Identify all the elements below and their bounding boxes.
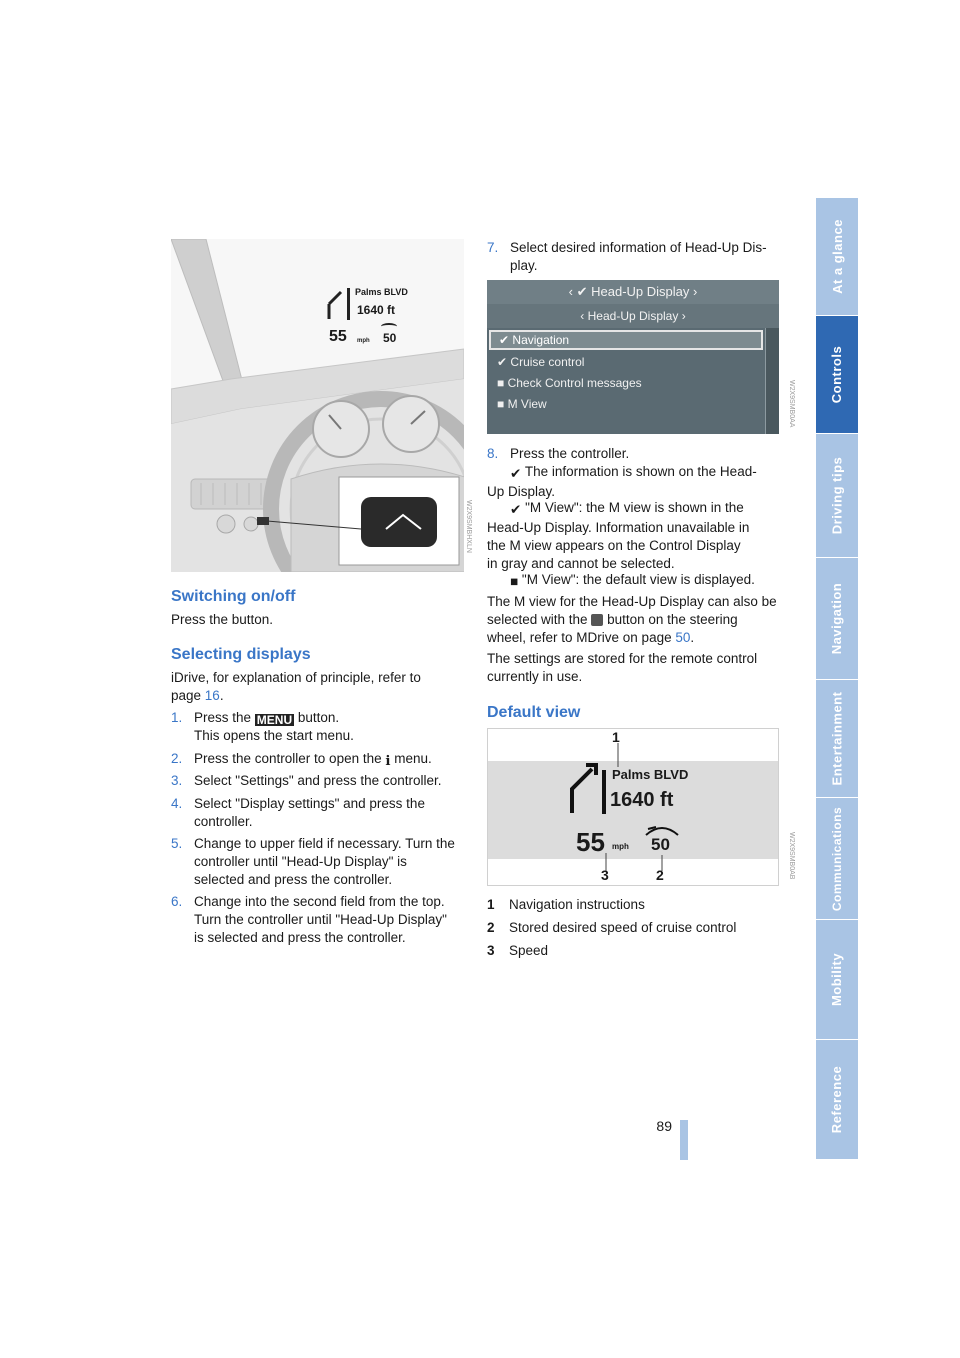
hud-street: Palms BLVD <box>355 287 408 297</box>
default-view-figure <box>487 728 779 886</box>
step-2: 2. Press the controller to open the ℹ menu. <box>171 751 432 768</box>
tab-reference[interactable]: Reference <box>816 1040 858 1160</box>
step-8: 8. Press the controller. <box>487 446 630 461</box>
menu-item-navigation[interactable]: ✔ Navigation <box>489 330 763 350</box>
hud-street: Palms BLVD <box>612 767 689 782</box>
menu-key-icon: MENU <box>256 713 293 727</box>
hud-speed: 55 <box>329 328 347 345</box>
mdrive-button-icon <box>591 614 603 626</box>
step-5: 5. Change to upper field if necessary. Turn the controller until "Head-Up Display" is selected and press the controller. <box>171 836 455 887</box>
info-icon: ℹ <box>385 753 391 768</box>
hud-cruise: 50 <box>651 835 670 854</box>
selecting-heading: Selecting displays <box>171 646 311 663</box>
scrollbar[interactable] <box>765 328 779 434</box>
hud-speed-unit: mph <box>357 338 370 344</box>
step-4: 4. Select "Display settings" and press the controller. <box>171 796 425 829</box>
tab-navigation[interactable]: Navigation <box>816 558 858 680</box>
hud-distance: 1640 ft <box>610 789 674 811</box>
figure1-code: W2X9SMBHXLN <box>465 500 472 553</box>
mview-paragraph: The M view for the Head-Up Display can also be selected with the button on the steering wheel, refer to MDrive on page 50. <box>487 594 777 645</box>
hud-cruise: 50 <box>383 331 397 345</box>
step-1: 1. Press the MENU button. This opens the start menu. <box>171 710 354 743</box>
page-link-16[interactable]: 16 <box>204 688 220 703</box>
selecting-intro-line2: page 16. <box>171 688 224 703</box>
tab-controls[interactable]: Controls <box>816 316 858 434</box>
callout-1: 1 <box>612 729 620 745</box>
tab-driving-tips[interactable]: Driving tips <box>816 434 858 558</box>
checkmark-icon: ✔ <box>576 284 588 299</box>
step8-a: ✔ The information is shown on the Head- Up Display. <box>487 464 757 499</box>
menu-top-bar: ‹ ✔ Head-Up Display › <box>487 280 779 304</box>
step8-c: ■ "M View": the default view is displayed. <box>510 572 755 589</box>
menu-item-m-view[interactable]: ■ M View <box>497 397 547 411</box>
callout-3: 3 <box>601 867 609 883</box>
checkbox-icon: ■ <box>497 376 505 390</box>
legend-item-1: 1 Navigation instructions <box>487 897 645 912</box>
page-marker <box>680 1120 688 1160</box>
default-view-code: W2X9SMB0AB <box>788 832 795 880</box>
tab-communications[interactable]: Communications <box>816 798 858 920</box>
settings-stored-paragraph: The settings are stored for the remote control currently in use. <box>487 651 758 684</box>
chapter-tabs <box>816 198 858 1160</box>
tab-at-a-glance[interactable]: At a glance <box>816 198 858 316</box>
menu-code: W2X9SMB0AA <box>788 380 795 428</box>
checkmark-icon: ✔ <box>510 466 522 481</box>
step-3: 3. Select "Settings" and press the controller. <box>171 773 442 788</box>
tab-entertainment[interactable]: Entertainment <box>816 680 858 798</box>
step-6: 6. Change into the second field from the top. Turn the controller until "Head-Up Display" is selected and press the controller. <box>171 894 447 945</box>
step8-b: ✔ "M View": the M view is shown in the Head-Up Display. Information unavailable in the M view appears on the Control Display in gray and cannot be selected. <box>487 500 750 571</box>
legend-item-3: 3 Speed <box>487 943 549 958</box>
menu-second-bar: ‹ Head-Up Display › <box>487 304 779 328</box>
hud-distance: 1640 ft <box>357 303 396 317</box>
legend-item-2: 2 Stored desired speed of cruise control <box>487 920 737 935</box>
hud-cruise-icon <box>381 323 397 330</box>
hud-dashboard-figure <box>171 239 464 572</box>
page-number: 89 <box>656 1118 672 1134</box>
switching-heading: Switching on/off <box>171 588 296 605</box>
hud-speed: 55 <box>576 827 605 857</box>
chevron-right-icon: › <box>693 284 698 299</box>
checkbox-icon: ■ <box>497 397 505 411</box>
tab-mobility[interactable]: Mobility <box>816 920 858 1040</box>
menu-item-cruise[interactable]: ✔ Cruise control <box>497 355 585 369</box>
dashboard-illustration <box>171 239 464 572</box>
chevron-left-icon: ‹ <box>580 309 585 323</box>
menu-item-check-control[interactable]: ■ Check Control messages <box>497 376 642 390</box>
step-7: 7. Select desired information of Head-Up Dis- play. <box>487 240 767 273</box>
checkmark-icon: ✔ <box>510 502 522 517</box>
hud-menu-screen <box>487 280 779 434</box>
chevron-left-icon: ‹ <box>568 284 573 299</box>
callout-2: 2 <box>656 867 664 883</box>
default-view-heading: Default view <box>487 704 581 721</box>
checkbox-icon: ■ <box>510 574 519 589</box>
switching-text: Press the button. <box>171 612 274 627</box>
chevron-right-icon: › <box>681 309 686 323</box>
hud-speed-unit: mph <box>612 842 629 851</box>
checkmark-icon: ✔ <box>499 333 510 347</box>
selecting-intro: iDrive, for explanation of principle, refer to <box>171 670 421 685</box>
page-link-50[interactable]: 50 <box>675 630 691 645</box>
checkmark-icon: ✔ <box>497 355 508 369</box>
